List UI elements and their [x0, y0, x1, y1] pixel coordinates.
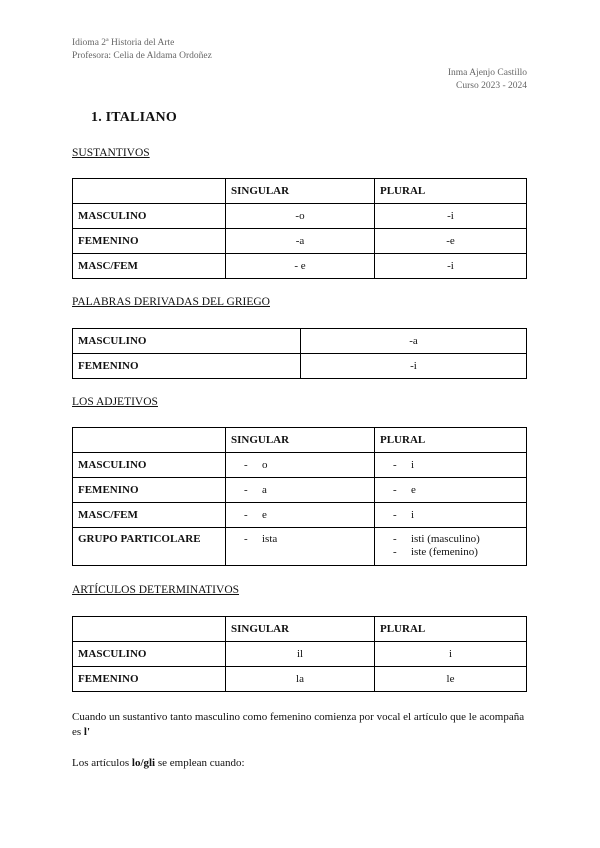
table-header-row	[73, 179, 527, 204]
singular-cell: -a	[226, 229, 375, 254]
row-label: MASCULINO	[73, 642, 226, 667]
plural-cell: le	[375, 667, 527, 692]
table-row	[73, 642, 527, 667]
articulos-table	[72, 616, 527, 692]
singular-cell	[226, 453, 375, 478]
section-heading-sustantivos: SUSTANTIVOS	[72, 147, 150, 159]
header-author: Inma Ajenjo Castillo	[447, 68, 527, 78]
plural-cell: i	[375, 642, 527, 667]
singular-cell	[226, 478, 375, 503]
row-label: MASCULINO	[73, 204, 226, 229]
plural-ending: i	[411, 509, 415, 521]
plural-cell: -e	[375, 229, 527, 254]
row-label: MASCULINO	[73, 329, 301, 354]
column-header-singular: SINGULAR	[226, 617, 375, 642]
griego-table	[72, 328, 527, 379]
table-cell-empty	[73, 428, 226, 453]
row-label: FEMENINO	[73, 229, 226, 254]
list-item	[393, 533, 521, 546]
sustantivos-table	[72, 178, 527, 279]
table-header-row	[73, 617, 527, 642]
plural-cell	[375, 453, 527, 478]
singular-cell: - e	[226, 254, 375, 279]
bullet-dash: -	[244, 459, 248, 471]
singular-cell: -o	[226, 204, 375, 229]
paragraph-text-post: se emplean cuando:	[155, 757, 245, 769]
paragraph-bold-articles: lo/gli	[131, 757, 156, 769]
plural-cell: -i	[375, 204, 527, 229]
plural-cell	[375, 528, 527, 566]
section-heading-articulos: ARTÍCULOS DETERMINATIVOS	[72, 584, 240, 596]
header-subject: Idioma 2ª Historia del Arte	[72, 38, 175, 48]
adjetivos-table	[72, 427, 527, 566]
column-header-plural: PLURAL	[375, 428, 527, 453]
bullet-dash: -	[393, 546, 397, 558]
bullet-dash: -	[244, 533, 248, 545]
singular-cell: il	[226, 642, 375, 667]
plural-ending: e	[411, 484, 416, 496]
paragraph-vowel-rule	[72, 710, 532, 740]
paragraph-bold-article: l'	[83, 726, 91, 738]
bullet-dash: -	[393, 509, 397, 521]
bullet-dash: -	[393, 533, 397, 545]
column-header-singular: SINGULAR	[226, 179, 375, 204]
plural-ending: iste (femenino)	[411, 546, 478, 558]
row-label: FEMENINO	[73, 478, 226, 503]
row-label: FEMENINO	[73, 354, 301, 379]
table-header-row	[73, 428, 527, 453]
row-label: MASC/FEM	[73, 503, 226, 528]
plural-ending: isti (masculino)	[411, 533, 480, 545]
table-row	[73, 503, 527, 528]
page-title: 1. ITALIANO	[91, 110, 177, 125]
paragraph-text-pre: Los artículos	[72, 757, 132, 769]
document-header-left	[72, 37, 212, 63]
table-row	[73, 204, 527, 229]
row-label: FEMENINO	[73, 667, 226, 692]
list-item	[393, 546, 521, 559]
plural-ending: i	[411, 459, 415, 471]
table-cell-empty	[73, 617, 226, 642]
bullet-dash: -	[244, 509, 248, 521]
bullet-dash: -	[393, 484, 397, 496]
table-row	[73, 453, 527, 478]
table-row	[73, 254, 527, 279]
table-cell-empty	[73, 179, 226, 204]
value-cell: -i	[301, 354, 527, 379]
plural-cell: -i	[375, 254, 527, 279]
singular-ending: a	[262, 484, 267, 496]
singular-ending: e	[262, 509, 267, 521]
singular-cell: la	[226, 667, 375, 692]
value-cell: -a	[301, 329, 527, 354]
table-row	[73, 354, 527, 379]
singular-ending: ista	[262, 533, 278, 545]
table-row	[73, 329, 527, 354]
plural-cell	[375, 478, 527, 503]
bullet-dash: -	[393, 459, 397, 471]
singular-cell	[226, 528, 375, 566]
bullet-dash: -	[244, 484, 248, 496]
table-row	[73, 667, 527, 692]
row-label: GRUPO PARTICOLARE	[73, 528, 226, 566]
document-header-right	[448, 67, 527, 93]
section-heading-adjetivos: LOS ADJETIVOS	[72, 396, 158, 408]
singular-ending: o	[262, 459, 268, 471]
column-header-singular: SINGULAR	[226, 428, 375, 453]
table-row	[73, 528, 527, 566]
section-heading-griego: PALABRAS DERIVADAS DEL GRIEGO	[72, 296, 270, 308]
column-header-plural: PLURAL	[375, 617, 527, 642]
singular-cell	[226, 503, 375, 528]
table-row	[73, 478, 527, 503]
table-row	[73, 229, 527, 254]
plural-cell	[375, 503, 527, 528]
paragraph-lo-gli	[72, 756, 532, 771]
row-label: MASCULINO	[73, 453, 226, 478]
row-label: MASC/FEM	[73, 254, 226, 279]
paragraph-text: Cuando un sustantivo tanto masculino como femenino comienza por vocal el artículo que le acompaña es	[72, 711, 525, 738]
header-course: Curso 2023 - 2024	[456, 81, 527, 91]
header-teacher: Profesora: Celia de Aldama Ordoñez	[72, 51, 212, 61]
column-header-plural: PLURAL	[375, 179, 527, 204]
